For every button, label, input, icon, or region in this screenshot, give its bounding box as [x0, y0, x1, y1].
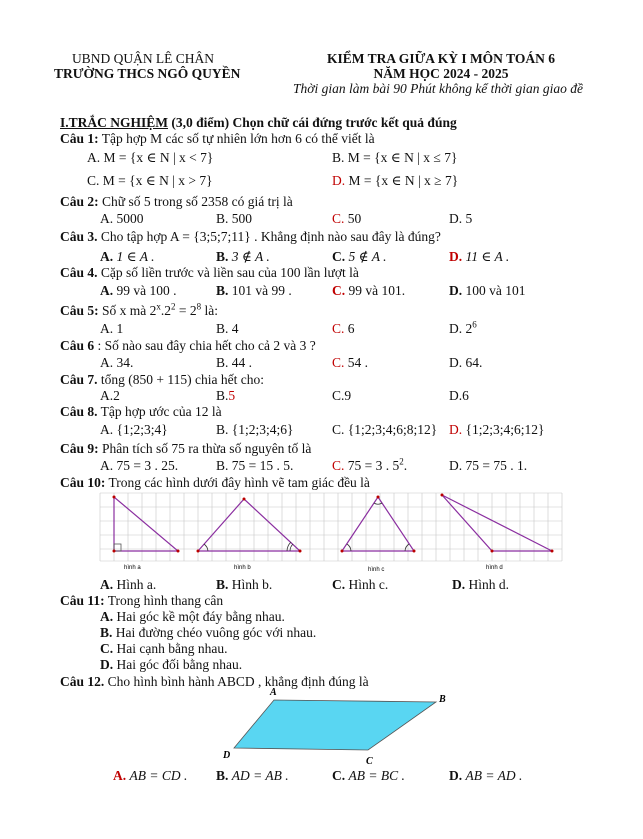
question-8: Câu 8. Tập hợp ước của 12 là	[60, 404, 222, 419]
q1-option-c[interactable]: C. M = {x ∈ N | x > 7}	[87, 173, 213, 188]
question-9: Câu 9: Phân tích số 75 ra thừa số nguyên tố là	[60, 441, 312, 456]
q9-option-c[interactable]: C. 75 = 3 . $5^2$.	[332, 456, 408, 473]
section-title: I.TRẮC NGHIỆM	[60, 115, 169, 130]
q1-option-b[interactable]: B. M = {x ∈ N | x ≤ 7}	[332, 150, 458, 165]
vertex-c: C	[366, 756, 373, 767]
q2-option-c[interactable]: C. 50	[332, 211, 362, 226]
q4-option-d[interactable]: D. 100 và 101	[449, 283, 526, 298]
q5-option-d[interactable]: D. $2^6$	[449, 319, 477, 336]
q4-option-b[interactable]: B. 101 và 99 .	[216, 283, 292, 298]
q11-option-a[interactable]: A. Hai góc kề một đáy bằng nhau.	[100, 609, 285, 624]
time-note: Thời gian làm bài 90 Phút không kể thời gian giao đề	[292, 81, 583, 96]
q5-option-b[interactable]: B. 4	[216, 321, 239, 336]
parallelogram-abcd	[220, 686, 460, 770]
q5-option-a[interactable]: A. 1	[100, 321, 124, 336]
q1-option-d[interactable]: D. M = {x ∈ N | x ≥ 7}	[332, 173, 459, 188]
q6-option-d[interactable]: D. 64.	[449, 355, 483, 370]
q2-option-a[interactable]: A. 5000	[100, 211, 144, 226]
q4-option-a[interactable]: A. 99 và 100 .	[100, 283, 177, 298]
school-year: NĂM HỌC 2024 - 2025	[373, 66, 509, 81]
question-6: Câu 6 : Số nào sau đây chia hết cho cả 2 và 3 ?	[60, 338, 316, 353]
label-hinh-d: hình d	[486, 565, 503, 571]
vertex-d: D	[223, 750, 231, 761]
q2-option-d[interactable]: D. 5	[449, 211, 473, 226]
label-hinh-b: hình b	[234, 565, 251, 571]
q9-option-b[interactable]: B. 75 = 15 . 5.	[216, 458, 294, 473]
question-1	[60, 131, 375, 146]
q4-option-c[interactable]: C. 99 và 101.	[332, 283, 406, 298]
q12-option-a[interactable]: A. AB = CD .	[113, 768, 188, 783]
label-hinh-c: hình c	[368, 567, 385, 573]
section-heading	[60, 115, 457, 130]
q7-option-d[interactable]: D.6	[449, 388, 469, 403]
school-district: UBND QUẬN LÊ CHÂN	[71, 51, 215, 66]
question-10: Câu 10: Trong các hình dưới đây hình vẽ tam giác đều là	[60, 475, 370, 490]
q11-option-d[interactable]: D. Hai góc đối bằng nhau.	[100, 657, 243, 672]
question-7: Câu 7. tổng (850 + 115) chia hết cho:	[60, 372, 264, 387]
label-hinh-a: hình a	[124, 565, 141, 571]
q9-option-d[interactable]: D. 75 = 75 . 1.	[449, 458, 528, 473]
q6-option-b[interactable]: B. 44 .	[216, 355, 253, 370]
q9-option-a[interactable]: A. 75 = 3 . 25.	[100, 458, 179, 473]
q3-option-b[interactable]: B. 3 ∉ A .	[216, 249, 270, 264]
q12-option-b[interactable]: B. AD = AB .	[216, 768, 289, 783]
question-11: Câu 11: Trong hình thang cân	[60, 593, 224, 608]
parallelogram-shape	[234, 700, 436, 750]
q10-option-c[interactable]: C. Hình c.	[332, 577, 389, 592]
section-instruction: Chọn chữ cái đứng trước kết quả đúng	[232, 115, 457, 130]
q12-option-c[interactable]: C. AB = BC .	[332, 768, 405, 783]
q8-option-a[interactable]: A. {1;2;3;4}	[100, 422, 168, 437]
school-name: TRƯỜNG THCS NGÔ QUYỀN	[54, 66, 241, 81]
question-5: Câu 5: Số x mà $2^x.2^2 = 2^8$ là:	[60, 301, 219, 318]
q10-option-a[interactable]: A. Hình a.	[100, 577, 157, 592]
exam-title: KIỂM TRA GIỮA KỲ I MÔN TOÁN 6	[327, 51, 555, 66]
question-3: Câu 3. Cho tập hợp A = {3;5;7;11} . Khẳng định nào sau đây là đúng?	[60, 229, 441, 244]
q3-option-a[interactable]: A. 1 ∈ A .	[100, 249, 155, 264]
q11-option-c[interactable]: C. Hai cạnh bằng nhau.	[100, 641, 228, 656]
vertex-a: A	[270, 687, 277, 698]
triangle-figures	[90, 491, 570, 575]
question-12: Câu 12. Cho hình bình hành ABCD , khẳng định đúng là	[60, 674, 369, 689]
q1-option-a[interactable]: A. M = {x ∈ N | x < 7}	[87, 150, 214, 165]
question-text: Tập hợp M các số tự nhiên lớn hơn 6 có thể viết là	[101, 131, 375, 146]
triangle-d	[441, 494, 554, 553]
question-2: Câu 2: Chữ số 5 trong số 2358 có giá trị là	[60, 194, 293, 209]
q2-option-b[interactable]: B. 500	[216, 211, 253, 226]
q6-option-a[interactable]: A. 34.	[100, 355, 134, 370]
q3-option-c[interactable]: C. 5 ∉ A .	[332, 249, 387, 264]
q7-option-b[interactable]: B.5	[216, 388, 236, 403]
q12-option-d[interactable]: D. AB = AD .	[449, 768, 523, 783]
q6-option-c[interactable]: C. 54 .	[332, 355, 369, 370]
question-label: Câu 1:	[60, 131, 99, 146]
q8-option-c[interactable]: C. {1;2;3;4;6;8;12}	[332, 422, 438, 437]
vertex-b: B	[439, 694, 446, 705]
q3-option-d[interactable]: D. 11 ∈ A .	[449, 249, 510, 264]
q10-option-d[interactable]: D. Hình d.	[452, 577, 509, 592]
q5-option-c[interactable]: C. 6	[332, 321, 355, 336]
q8-option-d[interactable]: D. {1;2;3;4;6;12}	[449, 422, 545, 437]
q11-option-b[interactable]: B. Hai đường chéo vuông góc với nhau.	[100, 625, 317, 640]
question-4: Câu 4. Cặp số liền trước và liền sau của 100 lần lượt là	[60, 265, 359, 280]
triangle-a	[113, 496, 180, 553]
q7-option-c[interactable]: C.9	[332, 388, 352, 403]
q10-option-b[interactable]: B. Hình b.	[216, 577, 273, 592]
q8-option-b[interactable]: B. {1;2;3;4;6}	[216, 422, 294, 437]
section-points: (3,0 điểm)	[171, 115, 230, 130]
q7-option-a[interactable]: A.2	[100, 388, 120, 403]
